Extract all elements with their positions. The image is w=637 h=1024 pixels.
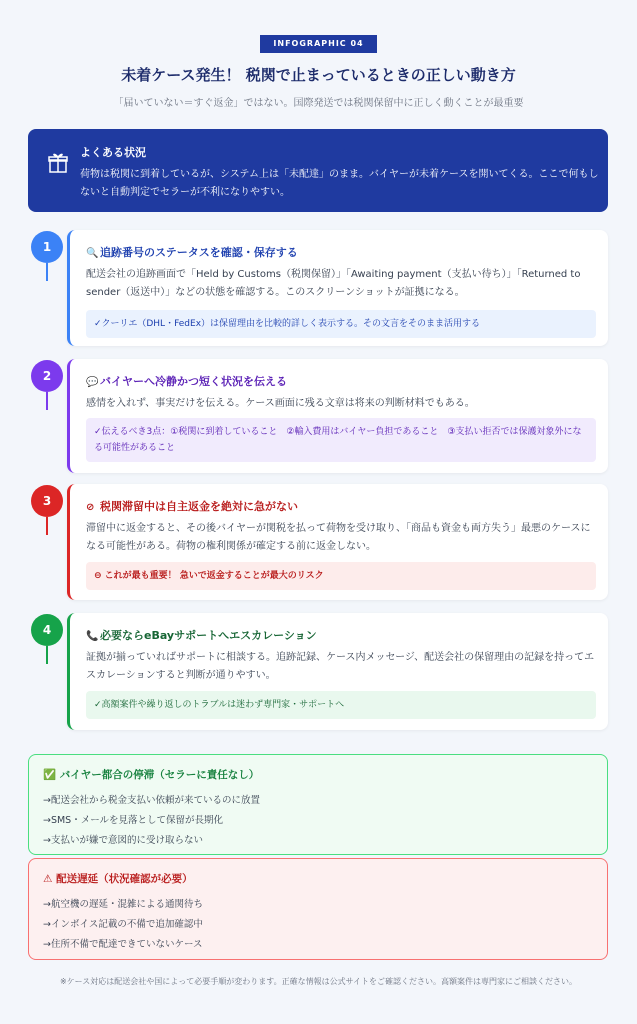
page-subtitle: 「届いていない＝すぐ返金」ではない。国際発送では税関保留中に正しく動くことが最重要 (113, 98, 524, 109)
step-4-note: ✓高額案件や繰り返しのトラブルは迷わず専門家・サポートへ (86, 691, 596, 719)
step-1-connector (46, 263, 48, 281)
footer-disclaimer: ※ケース対応は配送会社や国によって必要手順が変わります。正確な情報は公式サイトをご確認ください。高額案件は専門家にご相談ください。 (59, 977, 578, 986)
chat-bubble-icon: 💬 (86, 377, 99, 388)
step-4-heading: 📞 必要ならeBayサポートへエスカレーション (86, 629, 317, 642)
page-title: 未着ケース発生！ 税関で止まっているときの正しい動き方 (121, 66, 516, 84)
situation-heading: よくある状況 (80, 146, 146, 159)
step-2-card (67, 359, 608, 473)
step-1-note: ✓クーリエ（DHL・FedEx）は保留理由を比較的詳しく表示する。その文言をそのまま活用する (86, 310, 596, 338)
step-3-heading: ⊘ 税関滞留中は自主返金を絶対に急がない (86, 500, 298, 513)
step-2-number: 2 (31, 360, 63, 392)
phone-icon: 📞 (86, 631, 99, 642)
prohibited-icon: ⊘ (86, 502, 95, 513)
step-2-body: 感情を入れず、事実だけを伝える。ケース画面に残る文章は将来の判断材料でもある。 (86, 398, 475, 409)
step-4-connector (46, 646, 48, 664)
gift-box-icon (48, 151, 68, 173)
step-1-heading: 🔍 追跡番号のステータスを確認・保存する (86, 246, 298, 259)
step-1-number: 1 (31, 231, 63, 263)
situation-body: 荷物は税関に到着しているが、システム上は「未配達」のまま。バイヤーが未着ケースを開いてくる。ここで何もしないと自動判定でセラーが不利になりやすい。 (80, 169, 599, 198)
buyer-fault-list (43, 791, 260, 851)
step-2-connector (46, 392, 48, 410)
step-3-number: 3 (31, 485, 63, 517)
list-item: →航空機の遅延・混雑による通関待ち (43, 899, 203, 910)
buyer-fault-box (28, 754, 608, 855)
list-item: →配送会社から税金支払い依頼が来ているのに放置 (43, 795, 260, 806)
step-1-card (67, 230, 608, 346)
step-4-card (67, 613, 608, 730)
step-4-body: 証拠が揃っていればサポートに相談する。追跡記録、ケース内メッセージ、配送会社の保留理由の記録を持ってエスカレーションすると判断が通りやすい。 (86, 652, 595, 681)
step-3-connector (46, 517, 48, 535)
infographic-badge: INFOGRAPHIC 04 (260, 35, 377, 53)
list-item: →支払いが嫌で意図的に受け取らない (43, 835, 203, 846)
list-item: →インボイス記載の不備で追加確認中 (43, 919, 203, 930)
shipping-delay-heading: ⚠ 配送遅延（状況確認が必要） (43, 873, 193, 885)
step-3-body: 滞留中に返金すると、その後バイヤーが関税を払って荷物を受け取り、「商品も資金も両方失う」最悪のケースになる可能性がある。荷物の権利関係が確定する前に返金しない。 (86, 523, 591, 552)
shipping-delay-box (28, 858, 608, 960)
step-4-number: 4 (31, 614, 63, 646)
step-3-card (67, 484, 608, 600)
step-2-heading: 💬 バイヤーへ冷静かつ短く状況を伝える (86, 375, 287, 388)
list-item: →住所不備で配達できていないケース (43, 939, 203, 950)
buyer-fault-heading: ✅ バイヤー都合の停滞（セラーに責任なし） (43, 769, 260, 781)
step-1-body: 配送会社の追跡画面で「Held by Customs（税関保留）」「Awaiting payment（支払い待ち）」「Returned to sender（返送中）」などの状態を確認する。このスクリーンショットが証拠になる。 (86, 269, 581, 298)
step-2-note: ✓伝えるべき3点：①税関に到着していること ②輸入費用はバイヤー負担であること ③支払い拒否では保護対象外になる可能性があること (86, 418, 596, 462)
list-item: →SMS・メールを見落として保留が長期化 (43, 815, 224, 826)
common-situation-panel (28, 129, 608, 212)
step-3-warning-note: ⊖ これが最も重要！ 急いで返金することが最大のリスク (86, 562, 596, 590)
magnifier-icon: 🔍 (86, 248, 99, 259)
shipping-delay-list (43, 895, 203, 955)
